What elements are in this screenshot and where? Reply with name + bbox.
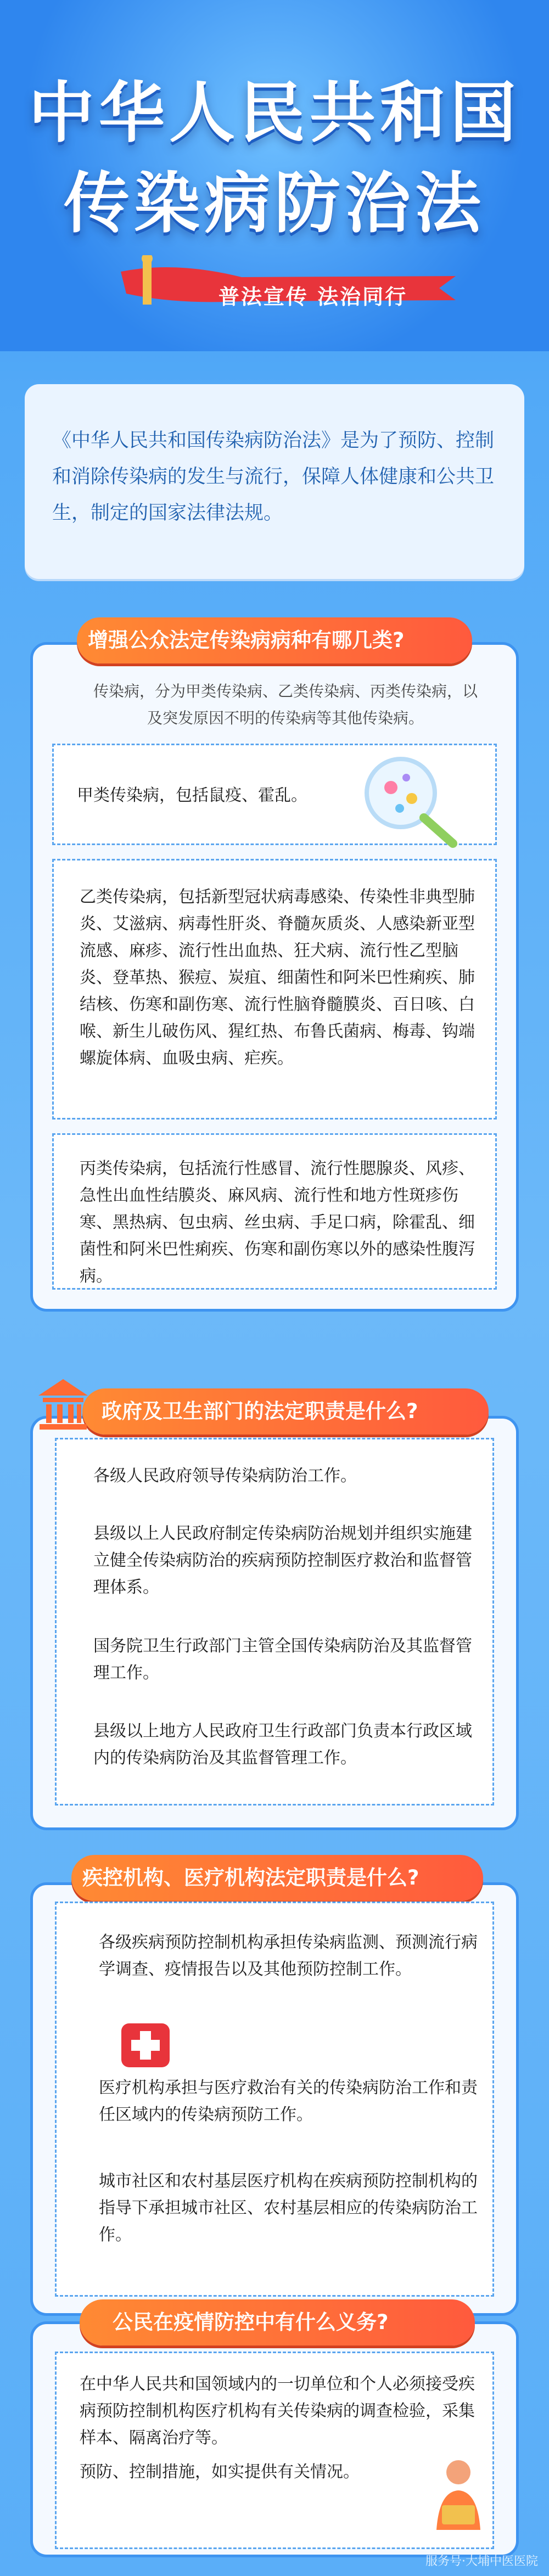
- section4-para-2: 预防、控制措施，如实提供有关情况。: [80, 2462, 360, 2482]
- class-c-text: 丙类传染病，包括流行性感冒、流行性腮腺炎、风疹、急性出血性结膜炎、麻风病、流行性和地方性斑疹伤寒、黑热病、包虫病、丝虫病、手足口病，除霍乱、细菌性和阿米巴性痢疾、伤寒和副伤寒以外的感染性腹泻病。: [80, 1159, 475, 1286]
- section2-para-4: 县级以上地方人民政府卫生行政部门负责本行政区域内的传染病防治及其监督管理工作。: [93, 1722, 472, 1768]
- ribbon-slogan: 普法宣传 法治同行: [218, 285, 408, 309]
- section3-para-1: 各级疾病预防控制机构承担传染病监测、预测流行病学调查、疫情报告以及其他预防控制工作。: [99, 1933, 478, 1979]
- section2-para-1: 各级人民政府领导传染病防治工作。: [93, 1466, 357, 1486]
- section3-title: 疾控机构、医疗机构法定职责是什么?: [82, 1866, 419, 1889]
- section4-para-1: 在中华人民共和国领域内的一切单位和个人必须接受疾病预防控制机构医疗机构有关传染病的调查检验，采集样本、隔离治疗等。: [80, 2375, 475, 2448]
- class-a-text: 甲类传染病，包括鼠疫、霍乱。: [77, 786, 307, 805]
- government-building-icon: [33, 1375, 93, 1435]
- hero-title-line1: 中华人民共和国: [29, 75, 520, 151]
- section3-para-3: 城市社区和农村基层医疗机构在疾病预防控制机构的指导下承担城市社区、农村基层相应的传染病防治工作。: [99, 2172, 478, 2245]
- intro-text: 《中华人民共和国传染病防治法》是为了预防、控制和消除传染病的发生与流行，保障人体健康和公共卫生，制定的国家法律法规。: [52, 430, 495, 524]
- hero-title-line2: 传染病防治法: [64, 166, 485, 242]
- medical-cross-icon: [118, 2017, 173, 2072]
- magnifier-virus-icon: [340, 749, 472, 851]
- section2-para-3: 国务院卫生行政部门主管全国传染病防治及其监督管理工作。: [93, 1636, 472, 1683]
- class-b-text: 乙类传染病，包括新型冠状病毒感染、传染性非典型肺炎、艾滋病、病毒性肝炎、脊髓灰质炎、人感染新亚型流感、麻疹、流行性出血热、狂犬病、流行性乙型脑炎、登革热、猴痘、炭疽、细菌性和阿米巴性痢疾、肺结核、伤寒和副伤寒、流行性脑脊髓膜炎、百日咳、白喉、新生儿破伤风、猩红热、布鲁氏菌病、梅毒、钩端螺旋体病、血吸虫病、疟疾。: [80, 887, 475, 1068]
- section4-title: 公民在疫情防控中有什么义务?: [113, 2310, 389, 2334]
- person-with-book-icon: [423, 2453, 494, 2535]
- section1-summary: 传染病，分为甲类传染病、乙类传染病、丙类传染病，以及突发原因不明的传染病等其他传染病。: [93, 682, 478, 727]
- section2-title: 政府及卫生部门的法定职责是什么?: [102, 1399, 418, 1423]
- section1-title: 增强公众法定传染病病种有哪几类?: [88, 628, 405, 652]
- section3-para-2: 医疗机构承担与医疗救治有关的传染病防治工作和责任区域内的传染病预防工作。: [99, 2078, 478, 2124]
- watermark: 服务号·大埔中医医院: [425, 2555, 538, 2568]
- section2-para-2: 县级以上人民政府制定传染病防治规划并组织实施建立健全传染病防治的疾病预防控制医疗救治和监督管理体系。: [93, 1524, 472, 1597]
